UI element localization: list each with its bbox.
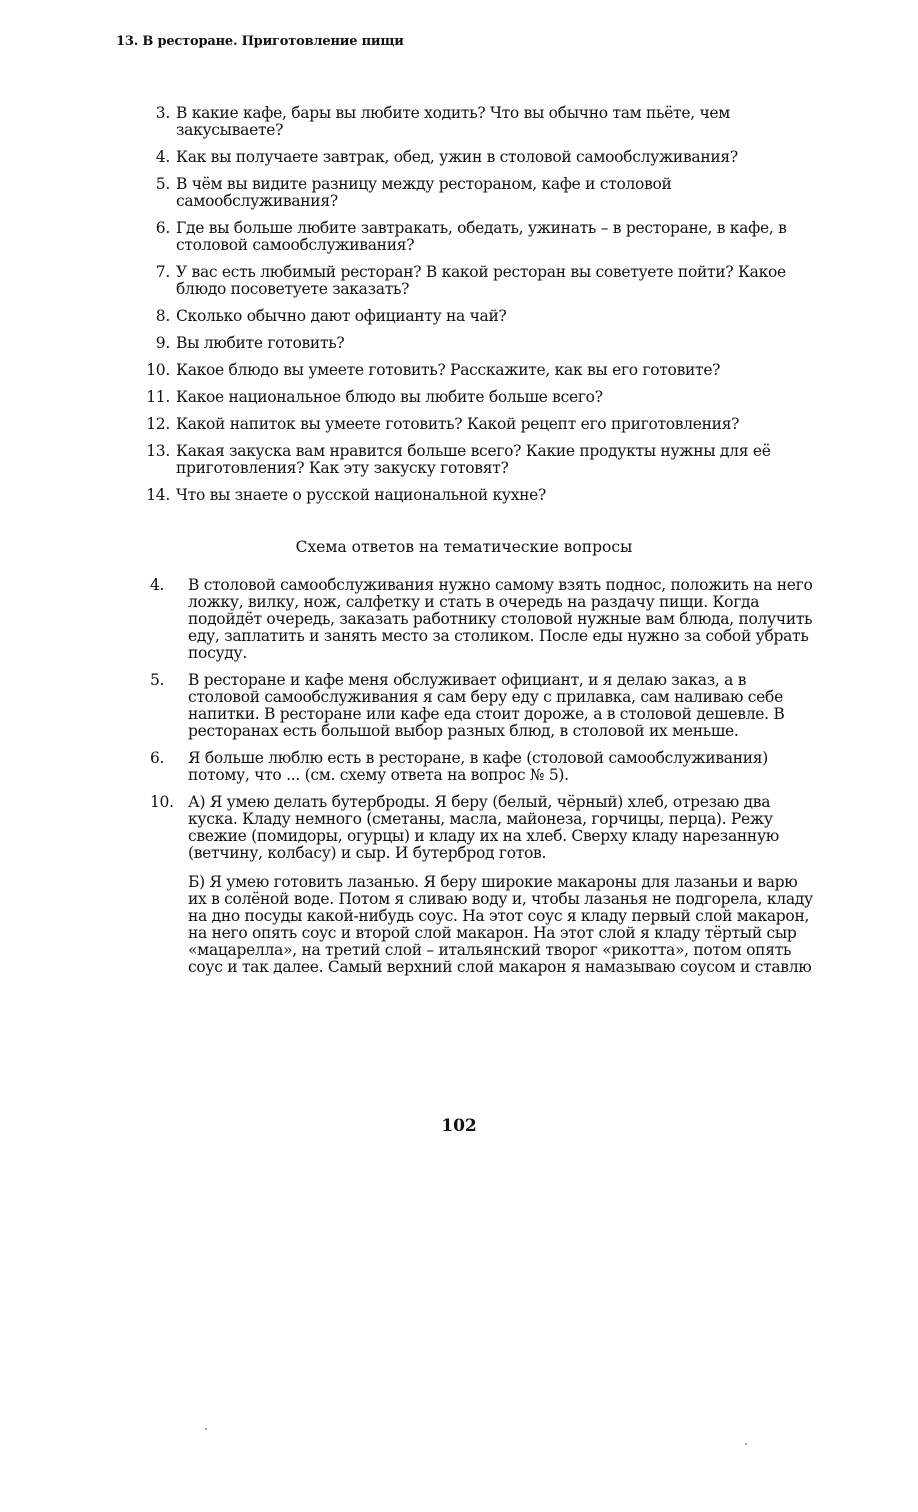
question-item [140,308,830,325]
question-text: Что вы знаете о русской национальной кухне? [176,486,547,504]
answer-paragraph: Б) Я умею готовить лазанью. Я беру широкие макароны для лазаньи и варю их в солёной воде. Потом я сливаю воду и, чтобы лазанья не подгорела, кладу на дно посуды какой-нибудь соус. На этот соус я кладу первый слой макарон, на него опять соус и второй слой макарон. На этот слой я кладу тёртый сыр «мацарелла», на третий слой – итальянский творог «рикотта», потом опять соус и так далее. Самый верхний слой макарон я намазываю соусом и ставлю [188,873,813,976]
answer-body [188,750,820,784]
question-item [140,443,830,477]
question-number: 3. [155,104,170,122]
question-item [140,362,830,379]
question-text: В какие кафе, бары вы любите ходить? Что вы обычно там пьёте, чем закусываете? [176,104,731,139]
answer-item [150,672,820,740]
question-text: В чём вы видите разницу между рестораном, кафе и столовой самообслуживания? [176,175,672,210]
running-head: 13. В ресторане. Приготовление пищи [116,34,404,49]
answer-number: 4. [150,576,165,594]
question-text: У вас есть любимый ресторан? В какой ресторан вы советуете пойти? Какое блюдо посоветуете заказать? [176,263,786,298]
question-item [140,389,830,406]
question-number: 9. [155,334,170,352]
question-number: 4. [155,148,170,166]
question-number: 11. [146,388,170,406]
question-number: 7. [155,263,170,281]
question-text: Какая закуска вам нравится больше всего? Какие продукты нужны для её приготовления? Как эту закуску готовят? [176,442,771,477]
question-text: Вы любите готовить? [176,334,345,352]
question-item [140,105,830,139]
page-number: 102 [441,1116,477,1136]
question-number: 8. [155,307,170,325]
answer-number: 6. [150,749,165,767]
question-text: Какое национальное блюдо вы любите больше всего? [176,388,603,406]
questions-list [140,105,830,514]
answer-paragraph: Я больше люблю есть в ресторане, в кафе (столовой самообслуживания) потому, что ... (см. схему ответа на вопрос № 5). [188,749,769,784]
question-item [140,416,830,433]
question-number: 13. [146,442,170,460]
question-item [140,264,830,298]
question-number: 6. [155,219,170,237]
question-number: 12. [146,415,170,433]
question-text: Как вы получаете завтрак, обед, ужин в столовой самообслуживания? [176,148,738,166]
question-number: 14. [146,486,170,504]
question-item [140,149,830,166]
answer-item [150,577,820,662]
question-text: Сколько обычно дают официанту на чай? [176,307,507,325]
answer-number: 5. [150,671,165,689]
answer-paragraph: В ресторане и кафе меня обслуживает официант, и я делаю заказ, а в столовой самообслуживания я сам беру еду с прилавка, сам наливаю себе напитки. В ресторане или кафе еда стоит дороже, а в столовой дешевле. В ресторанах есть большой выбор разных блюд, в столовой их меньше. [188,671,785,740]
question-number: 5. [155,175,170,193]
question-text: Какой напиток вы умеете готовить? Какой рецепт его приготовления? [176,415,740,433]
question-item [140,176,830,210]
question-text: Какое блюдо вы умеете готовить? Расскажите, как вы его готовите? [176,361,721,379]
answer-body [188,577,820,662]
question-item [140,487,830,504]
question-item [140,335,830,352]
answer-body [188,672,820,740]
answer-body [188,794,820,976]
answers-list [150,577,820,986]
answer-item [150,750,820,784]
section-title: Схема ответов на тематические вопросы [295,538,633,556]
answer-item [150,794,820,976]
answer-paragraph: В столовой самообслуживания нужно самому взять поднос, положить на него ложку, вилку, нож, салфетку и стать в очередь на раздачу пищи. Когда подойдёт очередь, заказать работнику столовой нужные вам блюда, получить еду, заплатить и занять место за столиком. После еды нужно за собой убрать посуду. [188,576,813,662]
answer-paragraph: А) Я умею делать бутерброды. Я беру (белый, чёрный) хлеб, отрезаю два куска. Кладу немного (сметаны, масла, майонеза, горчицы, перца). Режу свежие (помидоры, огурцы) и кладу их на хлеб. Сверху кладу нарезанную (ветчину, колбасу) и сыр. И бутерброд готов. [188,793,779,862]
answer-number: 10. [150,793,174,811]
question-item [140,220,830,254]
scan-speck [205,1428,207,1430]
question-number: 10. [146,361,170,379]
scan-speck [745,1443,747,1445]
question-text: Где вы больше любите завтракать, обедать, ужинать – в ресторане, в кафе, в столовой самообслуживания? [176,219,787,254]
